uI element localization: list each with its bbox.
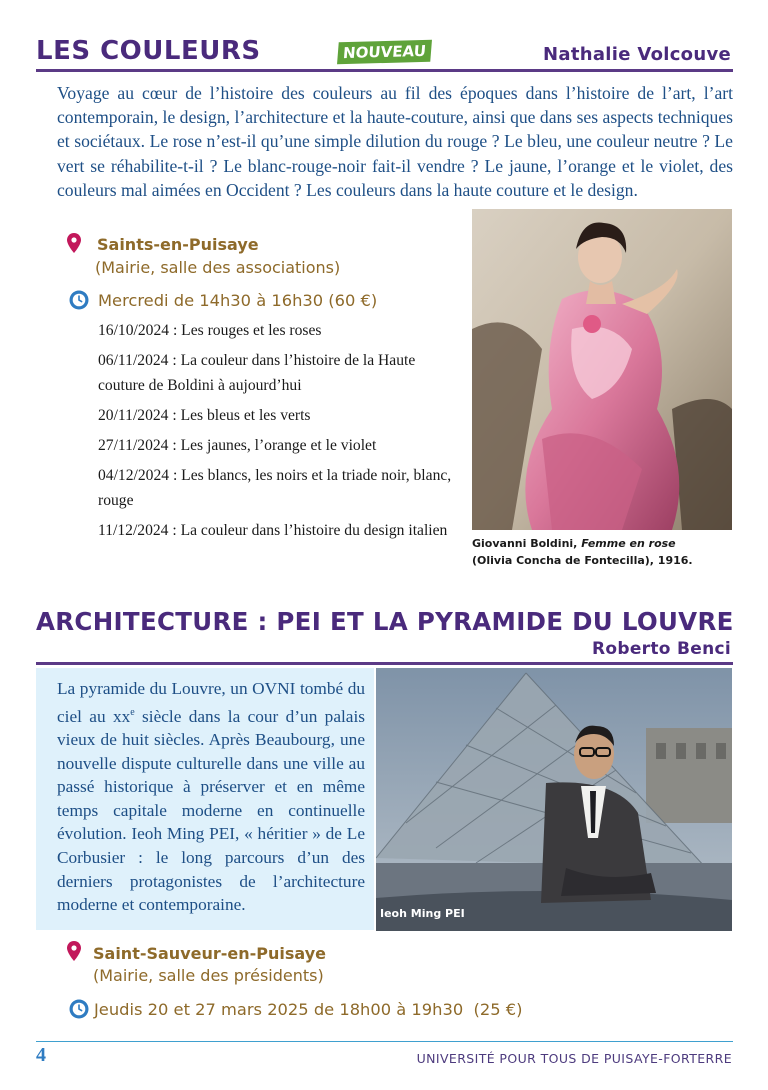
location-pin-icon xyxy=(67,233,81,253)
section2-location-detail: (Mairie, salle des présidents) xyxy=(93,966,324,985)
section2-location-name: Saint-Sauveur-en-Puisaye xyxy=(93,944,326,963)
clock-icon xyxy=(69,290,89,310)
session-item: 11/12/2024 : La couleur dans l’histoire du design italien xyxy=(98,522,448,539)
session-list xyxy=(98,318,464,548)
century-numeral: xx xyxy=(112,706,131,726)
section2-divider xyxy=(36,662,733,665)
pei-pyramid-photo xyxy=(376,668,732,931)
section1-location-detail: (Mairie, salle des associations) xyxy=(95,258,341,277)
session-item: 27/11/2024 : Les jaunes, l’orange et le violet xyxy=(98,437,377,454)
session-item: 06/11/2024 : La couleur dans l’histoire de la Haute couture de Boldini à aujourd’hui xyxy=(98,352,416,394)
footer-publication: UNIVERSITÉ POUR TOUS DE PUISAYE-FORTERRE xyxy=(416,1051,732,1066)
caption-title: Femme en rose xyxy=(581,537,676,550)
footer-divider xyxy=(36,1041,733,1042)
section1-intro: Voyage au cœur de l’histoire des couleurs au fil des époques dans l’histoire de l’art, l’art contemporain, le design, l’architecture et la haute-couture, ainsi que dans ses aspects techniques et sociétaux. Le rose n’est-il qu’une simple dilution du rouge ? Le bleu, une couleur neutre ? Le vert se réhabilite-t-il ? Le blanc-rouge-noir fait-il vendre ? Le jaune, l’orange et le violet, des couleurs mal aimées en Occident ? Les couleurs dans la haute couture et le design. xyxy=(57,83,733,200)
painting-caption xyxy=(472,535,734,569)
section2-schedule: Jeudis 20 et 27 mars 2025 de 18h00 à 19h30 (25 €) xyxy=(94,1000,523,1019)
century-ordinal: e xyxy=(130,706,135,718)
section2-title: ARCHITECTURE : PEI ET LA PYRAMIDE DU LOUVRE xyxy=(36,607,734,636)
location-pin-icon xyxy=(67,941,81,961)
session-item: 16/10/2024 : Les rouges et les roses xyxy=(98,322,322,339)
section2-description: La pyramide du Louvre, un OVNI tombé du ciel au $xx^e$ siècle dans la cour d’un palais vieux de huit siècles. Après Beaubourg, une nouvelle dispute culturelle dans une ville au passé historique à préserver et en même temps capitale moderne en continuelle évolution. Ieoh Ming PEI, « héritier » de Le Corbusier : le long parcours d’un des derniers protagonistes de l’architecture moderne et contemporaine. xyxy=(57,679,365,915)
session-item: 20/11/2024 : Les bleus et les verts xyxy=(98,407,311,424)
caption-author: Giovanni Boldini, xyxy=(472,537,582,550)
session-item: 04/12/2024 : Les blancs, les noirs et la triade noir, blanc, rouge xyxy=(98,467,452,509)
boldini-painting xyxy=(472,209,732,530)
section2-author: Roberto Benci xyxy=(592,639,731,659)
photo-label: Ieoh Ming PEI xyxy=(380,907,465,920)
clock-icon xyxy=(69,999,89,1019)
caption-details: (Olivia Concha de Fontecilla), 1916. xyxy=(472,554,693,567)
section1-author: Nathalie Volcouve xyxy=(543,44,731,65)
section1-title: LES COULEURS xyxy=(36,36,261,66)
section1-location-name: Saints-en-Puisaye xyxy=(97,235,259,254)
section1-schedule: Mercredi de 14h30 à 16h30 (60 €) xyxy=(98,291,378,310)
section1-divider xyxy=(36,69,733,72)
new-badge: NOUVEAU xyxy=(337,40,432,64)
page-number: 4 xyxy=(36,1044,46,1066)
